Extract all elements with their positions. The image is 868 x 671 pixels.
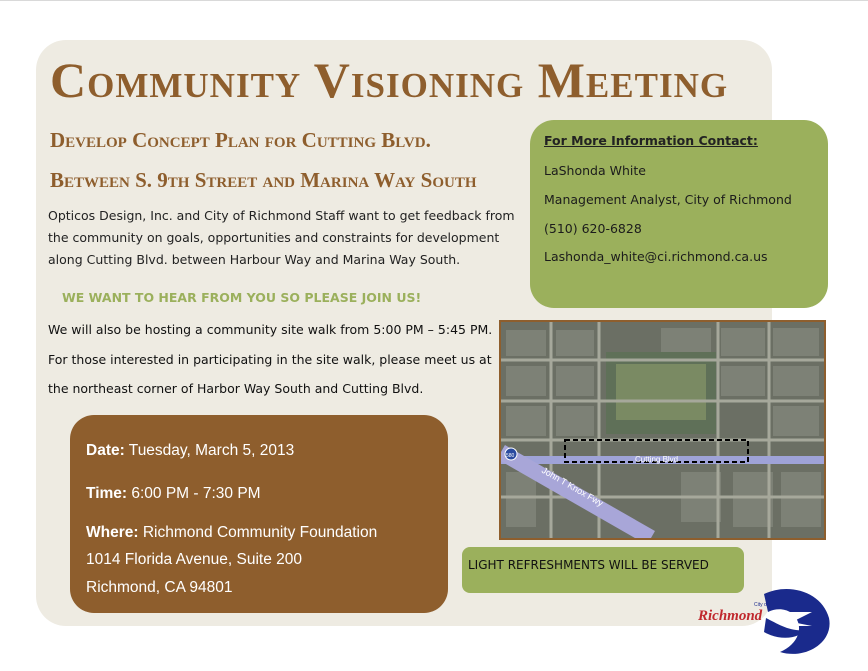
site-walk-line: the northeast corner of Harbor Way South and Cutting Blvd.: [48, 381, 424, 396]
logo-small-text: City of: [754, 602, 769, 608]
top-divider: [0, 0, 868, 1]
contact-box: [530, 120, 828, 308]
subtitle-line-1: Develop Concept Plan for Cutting Blvd.: [50, 128, 431, 152]
address-line-2: Richmond, CA 94801: [86, 579, 233, 596]
where-value: Richmond Community Foundation: [142, 524, 378, 541]
richmond-bird-icon: [694, 582, 834, 658]
time-label: Time:: [86, 485, 128, 502]
aerial-map: [499, 320, 826, 540]
address-line-1: 1014 Florida Avenue, Suite 200: [86, 551, 303, 568]
where-label: Where:: [86, 524, 139, 541]
contact-heading: For More Information Contact:: [544, 133, 758, 148]
intro-line: along Cutting Blvd. between Harbour Way and Marina Way South.: [48, 252, 461, 267]
event-details-box: [70, 415, 448, 613]
join-us-callout: WE WANT TO HEAR FROM YOU SO PLEASE JOIN US!: [62, 290, 422, 305]
map-street-label: Cutting Blvd: [635, 455, 679, 464]
aerial-map-image: [501, 322, 824, 538]
intro-line: Opticos Design, Inc. and City of Richmond Staff want to get feedback from: [48, 208, 515, 223]
time-value: 6:00 PM - 7:30 PM: [131, 485, 261, 502]
contact-phone[interactable]: (510) 620-6828: [544, 221, 642, 236]
page-title: Community Visioning Meeting: [50, 52, 729, 108]
subtitle-line-2: Between S. 9th Street and Marina Way South: [50, 168, 477, 192]
site-walk-line: We will also be hosting a community site walk from 5:00 PM – 5:45 PM.: [48, 322, 493, 337]
site-walk-line: For those interested in participating in the site walk, please meet us at: [48, 352, 492, 367]
logo-text: Richmond: [698, 608, 763, 624]
richmond-logo: [694, 582, 834, 658]
intro-paragraph: [48, 205, 518, 271]
map-freeway-label: John T Knox Fwy: [540, 465, 605, 509]
contact-email[interactable]: Lashonda_white@ci.richmond.ca.us: [544, 249, 768, 264]
refreshments-text: LIGHT REFRESHMENTS WILL BE SERVED: [468, 558, 709, 572]
intro-line: the community on goals, opportunities and constraints for development: [48, 230, 500, 245]
contact-name: LaShonda White: [544, 163, 646, 178]
date-value: Tuesday, March 5, 2013: [128, 442, 295, 459]
date-label: Date:: [86, 442, 125, 459]
contact-position: Management Analyst, City of Richmond: [544, 192, 792, 207]
route-shield-label: 580: [506, 453, 515, 459]
